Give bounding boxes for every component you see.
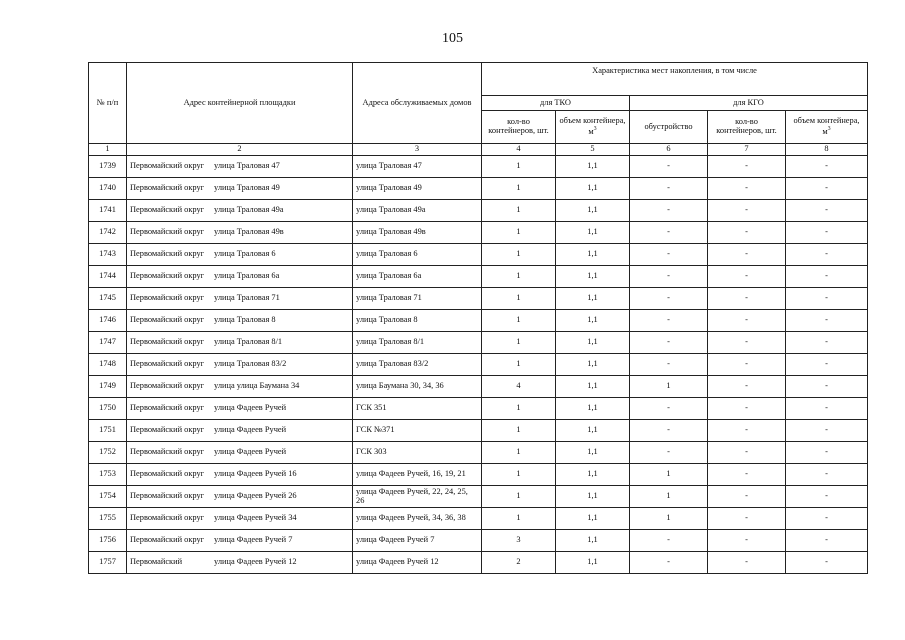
column-index-1: 1 [89, 144, 127, 156]
tko-container-count: 4 [482, 376, 556, 398]
site-address [127, 266, 353, 288]
district-name: Первомайский округ [130, 491, 205, 501]
tko-container-volume: 1,1 [556, 156, 630, 178]
site-address [127, 508, 353, 530]
district-name: Первомайский округ [130, 513, 205, 523]
kgo-container-count: - [708, 266, 786, 288]
tko-container-count: 1 [482, 332, 556, 354]
table-row [89, 420, 868, 442]
kgo-container-count: - [708, 464, 786, 486]
served-addresses: улица Траловая 49в [353, 222, 482, 244]
kgo-equipment: - [630, 178, 708, 200]
district-name: Первомайский округ [130, 381, 205, 391]
street-address: улица Траловая 71 [214, 292, 280, 302]
kgo-container-volume: - [786, 486, 868, 508]
kgo-container-count: - [708, 178, 786, 200]
street-address: улица Фадеев Ручей [214, 424, 287, 434]
kgo-container-volume: - [786, 376, 868, 398]
kgo-container-volume: - [786, 200, 868, 222]
tko-container-count: 1 [482, 156, 556, 178]
kgo-container-count: - [708, 508, 786, 530]
tko-container-count: 1 [482, 420, 556, 442]
table-row [89, 486, 868, 508]
district-name: Первомайский округ [130, 293, 205, 303]
table-body [89, 156, 868, 574]
district-name: Первомайский округ [130, 161, 205, 171]
tko-container-volume: 1,1 [556, 442, 630, 464]
site-address [127, 310, 353, 332]
container-sites-table [88, 62, 868, 574]
table-row [89, 398, 868, 420]
kgo-equipment: - [630, 156, 708, 178]
row-number: 1740 [89, 178, 127, 200]
header-group-title: Характеристика мест накопления, в том числе [482, 63, 868, 96]
site-address [127, 332, 353, 354]
table-row [89, 266, 868, 288]
header-kgo: для КГО [630, 96, 868, 111]
kgo-container-volume: - [786, 420, 868, 442]
kgo-equipment: - [630, 310, 708, 332]
served-addresses: ГСК 303 [353, 442, 482, 464]
kgo-container-count: - [708, 310, 786, 332]
kgo-equipment: - [630, 200, 708, 222]
served-addresses: улица Фадеев Ручей, 22, 24, 25, 26 [353, 486, 482, 508]
header-col-num: № п/п [89, 63, 127, 144]
site-address [127, 464, 353, 486]
kgo-equipment: - [630, 398, 708, 420]
row-number: 1747 [89, 332, 127, 354]
column-index-8: 8 [786, 144, 868, 156]
kgo-equipment: 1 [630, 486, 708, 508]
site-address [127, 178, 353, 200]
served-addresses: улица Фадеев Ручей, 34, 36, 38 [353, 508, 482, 530]
header-tko-volume-sup: 3 [593, 126, 597, 133]
district-name: Первомайский округ [130, 359, 205, 369]
served-addresses: улица Фадеев Ручей 12 [353, 552, 482, 574]
tko-container-count: 1 [482, 354, 556, 376]
kgo-equipment: 1 [630, 508, 708, 530]
kgo-container-volume: - [786, 288, 868, 310]
tko-container-volume: 1,1 [556, 398, 630, 420]
street-address: улица Фадеев Ручей 26 [214, 490, 297, 500]
row-number: 1755 [89, 508, 127, 530]
served-addresses: улица Траловая 47 [353, 156, 482, 178]
tko-container-volume: 1,1 [556, 376, 630, 398]
district-name: Первомайский округ [130, 315, 205, 325]
table-row [89, 178, 868, 200]
table-row [89, 310, 868, 332]
kgo-container-count: - [708, 420, 786, 442]
table-row [89, 464, 868, 486]
district-name: Первомайский округ [130, 403, 205, 413]
kgo-container-volume: - [786, 354, 868, 376]
column-index-2: 2 [127, 144, 353, 156]
table-row [89, 288, 868, 310]
kgo-equipment: - [630, 266, 708, 288]
kgo-equipment: - [630, 354, 708, 376]
kgo-container-volume: - [786, 156, 868, 178]
table-header [89, 63, 868, 156]
served-addresses: улица Траловая 8 [353, 310, 482, 332]
table-row [89, 156, 868, 178]
site-address [127, 244, 353, 266]
tko-container-count: 1 [482, 508, 556, 530]
street-address: улица Траловая 8 [214, 314, 276, 324]
row-number: 1757 [89, 552, 127, 574]
kgo-equipment: - [630, 244, 708, 266]
tko-container-volume: 1,1 [556, 266, 630, 288]
street-address: улица Траловая 49 [214, 182, 280, 192]
tko-container-volume: 1,1 [556, 332, 630, 354]
served-addresses: улица Траловая 6а [353, 266, 482, 288]
served-addresses: улица Фадеев Ручей, 16, 19, 21 [353, 464, 482, 486]
tko-container-volume: 1,1 [556, 486, 630, 508]
column-index-4: 4 [482, 144, 556, 156]
tko-container-count: 1 [482, 178, 556, 200]
header-tko-volume [556, 111, 630, 144]
row-number: 1743 [89, 244, 127, 266]
row-number: 1748 [89, 354, 127, 376]
column-index-row [89, 144, 868, 156]
header-kgo-volume-text: объем контейнера, м [793, 116, 860, 136]
district-name: Первомайский округ [130, 447, 205, 457]
row-number: 1752 [89, 442, 127, 464]
kgo-container-volume: - [786, 332, 868, 354]
site-address [127, 288, 353, 310]
kgo-container-count: - [708, 200, 786, 222]
site-address [127, 156, 353, 178]
tko-container-volume: 1,1 [556, 310, 630, 332]
tko-container-volume: 1,1 [556, 464, 630, 486]
street-address: улица Траловая 83/2 [214, 358, 287, 368]
kgo-container-volume: - [786, 464, 868, 486]
district-name: Первомайский округ [130, 227, 205, 237]
site-address [127, 530, 353, 552]
kgo-container-volume: - [786, 442, 868, 464]
column-index-5: 5 [556, 144, 630, 156]
header-kgo-count: кол-во контейнеров, шт. [708, 111, 786, 144]
street-address: улица улица Баумана 34 [214, 380, 300, 390]
street-address: улица Фадеев Ручей 7 [214, 534, 293, 544]
header-kgo-equip: обустройство [630, 111, 708, 144]
street-address: улица Фадеев Ручей 16 [214, 468, 297, 478]
district-name: Первомайский округ [130, 425, 205, 435]
kgo-container-count: - [708, 486, 786, 508]
kgo-equipment: - [630, 222, 708, 244]
header-served-addresses: Адреса обслуживаемых домов [353, 63, 482, 144]
served-addresses: улица Траловая 71 [353, 288, 482, 310]
header-kgo-volume-sup: 3 [827, 126, 831, 133]
table-row [89, 376, 868, 398]
kgo-container-count: - [708, 442, 786, 464]
row-number: 1756 [89, 530, 127, 552]
column-index-6: 6 [630, 144, 708, 156]
row-number: 1739 [89, 156, 127, 178]
served-addresses: улица Траловая 8/1 [353, 332, 482, 354]
tko-container-count: 1 [482, 464, 556, 486]
tko-container-count: 1 [482, 222, 556, 244]
kgo-equipment: - [630, 332, 708, 354]
kgo-container-volume: - [786, 244, 868, 266]
kgo-container-volume: - [786, 508, 868, 530]
kgo-container-count: - [708, 376, 786, 398]
site-address [127, 486, 353, 508]
tko-container-volume: 1,1 [556, 354, 630, 376]
district-name: Первомайский округ [130, 535, 205, 545]
column-index-7: 7 [708, 144, 786, 156]
street-address: улица Траловая 47 [214, 160, 280, 170]
table-row [89, 200, 868, 222]
kgo-container-volume: - [786, 310, 868, 332]
kgo-container-volume: - [786, 398, 868, 420]
tko-container-count: 2 [482, 552, 556, 574]
district-name: Первомайский округ [130, 271, 205, 281]
kgo-equipment: 1 [630, 464, 708, 486]
served-addresses: улица Фадеев Ручей 7 [353, 530, 482, 552]
street-address: улица Траловая 8/1 [214, 336, 283, 346]
kgo-container-count: - [708, 530, 786, 552]
kgo-equipment: 1 [630, 376, 708, 398]
served-addresses: улица Траловая 49 [353, 178, 482, 200]
tko-container-volume: 1,1 [556, 508, 630, 530]
header-tko-volume-text: объем контейнера, м [559, 116, 626, 136]
row-number: 1750 [89, 398, 127, 420]
row-number: 1753 [89, 464, 127, 486]
kgo-container-volume: - [786, 178, 868, 200]
kgo-container-count: - [708, 398, 786, 420]
site-address [127, 398, 353, 420]
site-address [127, 376, 353, 398]
header-tko: для ТКО [482, 96, 630, 111]
table-row [89, 222, 868, 244]
header-tko-count: кол-во контейнеров, шт. [482, 111, 556, 144]
street-address: улица Фадеев Ручей [214, 446, 287, 456]
table-row [89, 332, 868, 354]
tko-container-volume: 1,1 [556, 244, 630, 266]
kgo-equipment: - [630, 442, 708, 464]
row-number: 1745 [89, 288, 127, 310]
table-row [89, 244, 868, 266]
kgo-container-volume: - [786, 552, 868, 574]
tko-container-volume: 1,1 [556, 552, 630, 574]
street-address: улица Траловая 49в [214, 226, 284, 236]
site-address [127, 222, 353, 244]
row-number: 1746 [89, 310, 127, 332]
street-address: улица Фадеев Ручей 12 [214, 556, 297, 566]
table-row [89, 508, 868, 530]
district-name: Первомайский округ [130, 337, 205, 347]
tko-container-count: 1 [482, 266, 556, 288]
district-name: Первомайский округ [130, 469, 205, 479]
header-kgo-volume [786, 111, 868, 144]
kgo-container-volume: - [786, 530, 868, 552]
kgo-container-count: - [708, 222, 786, 244]
site-address [127, 420, 353, 442]
tko-container-volume: 1,1 [556, 288, 630, 310]
tko-container-count: 1 [482, 398, 556, 420]
served-addresses: улица Траловая 83/2 [353, 354, 482, 376]
tko-container-count: 1 [482, 486, 556, 508]
table-row [89, 442, 868, 464]
table-row [89, 530, 868, 552]
street-address: улица Фадеев Ручей 34 [214, 512, 297, 522]
page-number: 105 [442, 31, 463, 46]
street-address: улица Траловая 6 [214, 248, 276, 258]
kgo-container-count: - [708, 332, 786, 354]
served-addresses: улица Баумана 30, 34, 36 [353, 376, 482, 398]
tko-container-volume: 1,1 [556, 530, 630, 552]
row-number: 1754 [89, 486, 127, 508]
site-address [127, 552, 353, 574]
kgo-container-volume: - [786, 266, 868, 288]
kgo-container-volume: - [786, 222, 868, 244]
tko-container-volume: 1,1 [556, 420, 630, 442]
row-number: 1749 [89, 376, 127, 398]
district-name: Первомайский округ [130, 183, 205, 193]
tko-container-volume: 1,1 [556, 178, 630, 200]
tko-container-volume: 1,1 [556, 222, 630, 244]
tko-container-count: 3 [482, 530, 556, 552]
served-addresses: ГСК №371 [353, 420, 482, 442]
tko-container-count: 1 [482, 442, 556, 464]
served-addresses: улица Траловая 49а [353, 200, 482, 222]
street-address: улица Фадеев Ручей [214, 402, 287, 412]
kgo-container-count: - [708, 156, 786, 178]
kgo-container-count: - [708, 244, 786, 266]
row-number: 1741 [89, 200, 127, 222]
header-site-address: Адрес контейнерной площадки [127, 63, 353, 144]
site-address [127, 354, 353, 376]
kgo-equipment: - [630, 420, 708, 442]
row-number: 1742 [89, 222, 127, 244]
table-row [89, 552, 868, 574]
kgo-equipment: - [630, 288, 708, 310]
tko-container-count: 1 [482, 200, 556, 222]
tko-container-count: 1 [482, 310, 556, 332]
row-number: 1744 [89, 266, 127, 288]
street-address: улица Траловая 49а [214, 204, 284, 214]
kgo-equipment: - [630, 530, 708, 552]
column-index-3: 3 [353, 144, 482, 156]
district-name: Первомайский [130, 557, 183, 567]
site-address [127, 200, 353, 222]
table-row [89, 354, 868, 376]
site-address [127, 442, 353, 464]
kgo-container-count: - [708, 354, 786, 376]
street-address: улица Траловая 6а [214, 270, 280, 280]
district-name: Первомайский округ [130, 249, 205, 259]
tko-container-volume: 1,1 [556, 200, 630, 222]
tko-container-count: 1 [482, 244, 556, 266]
district-name: Первомайский округ [130, 205, 205, 215]
served-addresses: улица Траловая 6 [353, 244, 482, 266]
kgo-container-count: - [708, 552, 786, 574]
row-number: 1751 [89, 420, 127, 442]
kgo-equipment: - [630, 552, 708, 574]
tko-container-count: 1 [482, 288, 556, 310]
served-addresses: ГСК 351 [353, 398, 482, 420]
kgo-container-count: - [708, 288, 786, 310]
